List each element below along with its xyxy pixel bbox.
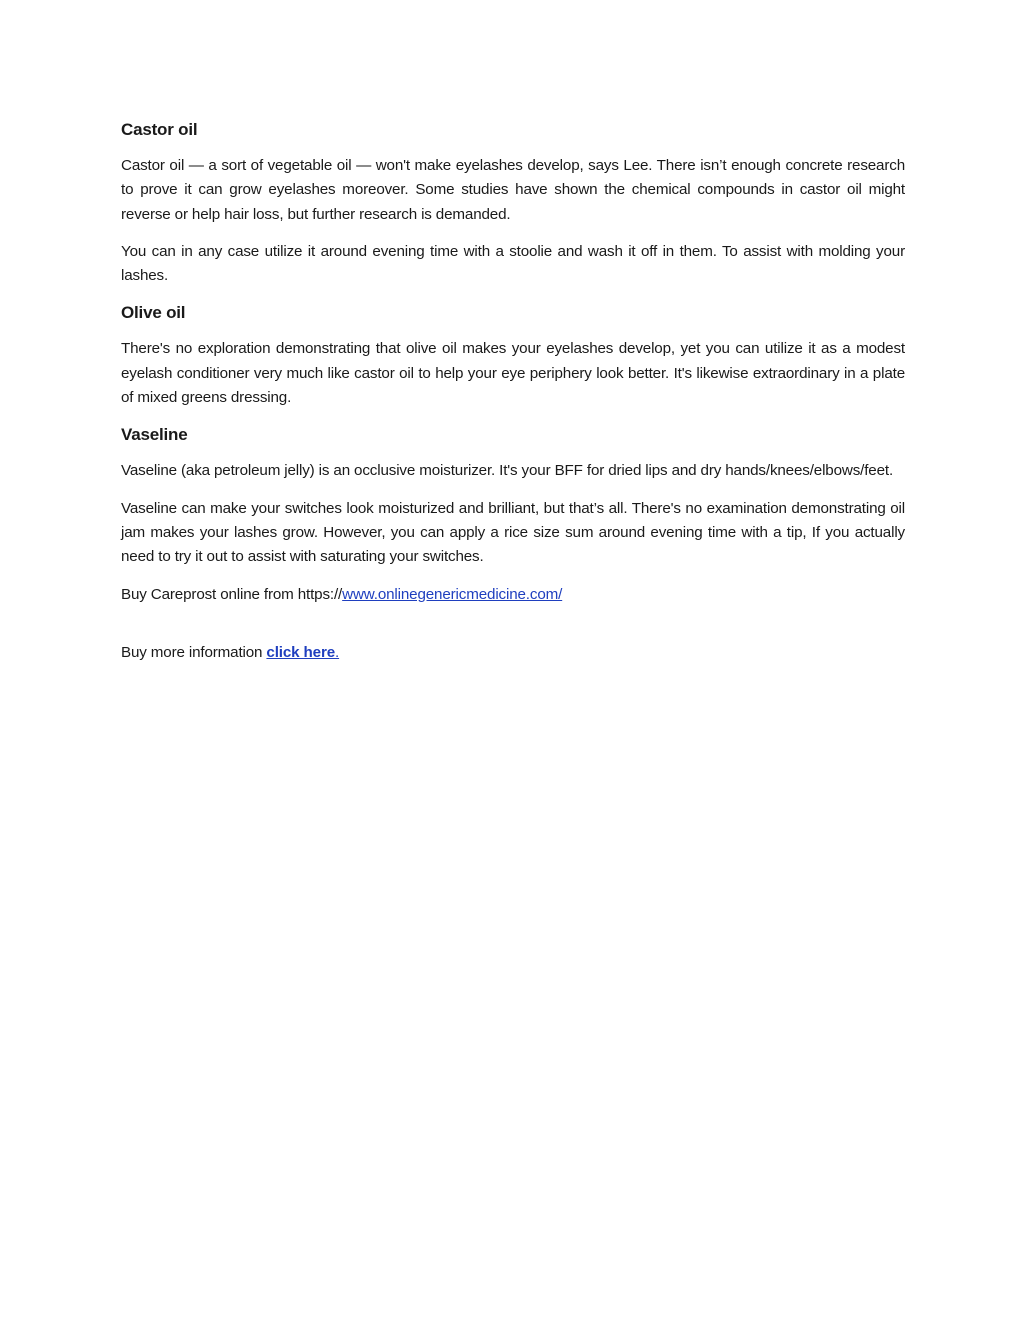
section-castor-oil	[121, 118, 905, 288]
paragraph: You can in any case utilize it around evening time with a stoolie and wash it off in them. To assist with molding your lashes.	[121, 242, 905, 285]
paragraph: Castor oil — a sort of vegetable oil — won't make eyelashes develop, says Lee. There isn’t enough concrete research to prove it can grow eyelashes moreover. Some studies have shown the chemical compounds in castor oil might reverse or help hair loss, but further research is demanded.	[121, 157, 905, 223]
paragraph: Vaseline (aka petroleum jelly) is an occlusive moisturizer. It's your BFF for dried lips and dry hands/knees/elbows/feet.	[121, 462, 894, 480]
website-link[interactable]: www.onlinegenericmedicine.com/	[342, 585, 563, 603]
info-line-prefix: Buy more information	[121, 643, 267, 661]
paragraph: Vaseline can make your switches look moisturized and brilliant, but that’s all. There's no examination demonstrating oil jam makes your lashes grow. However, you can apply a rice size sum around evening time with a tip, If you actually need to try it out to assist with saturating your switches.	[121, 499, 905, 566]
section-heading: Castor oil	[121, 120, 198, 139]
section-heading: Olive oil	[121, 303, 186, 323]
buy-line-prefix: Buy Careprost online from https://	[121, 585, 343, 603]
click-here-period[interactable]: .	[335, 643, 340, 661]
click-here-link[interactable]: click here	[266, 643, 336, 661]
paragraph: There's no exploration demonstrating that olive oil makes your eyelashes develop, yet you can utilize it as a modest eyelash conditioner very much like castor oil to help your eye periphery look better. It's likewise extraordinary in a plate of mixed greens dressing.	[121, 340, 905, 407]
buy-careprost-line	[121, 583, 905, 607]
section-heading: Vaseline	[121, 425, 188, 445]
section-olive-oil	[121, 301, 905, 410]
document-body	[121, 118, 905, 678]
section-vaseline	[121, 423, 905, 569]
more-info-line	[121, 641, 905, 665]
